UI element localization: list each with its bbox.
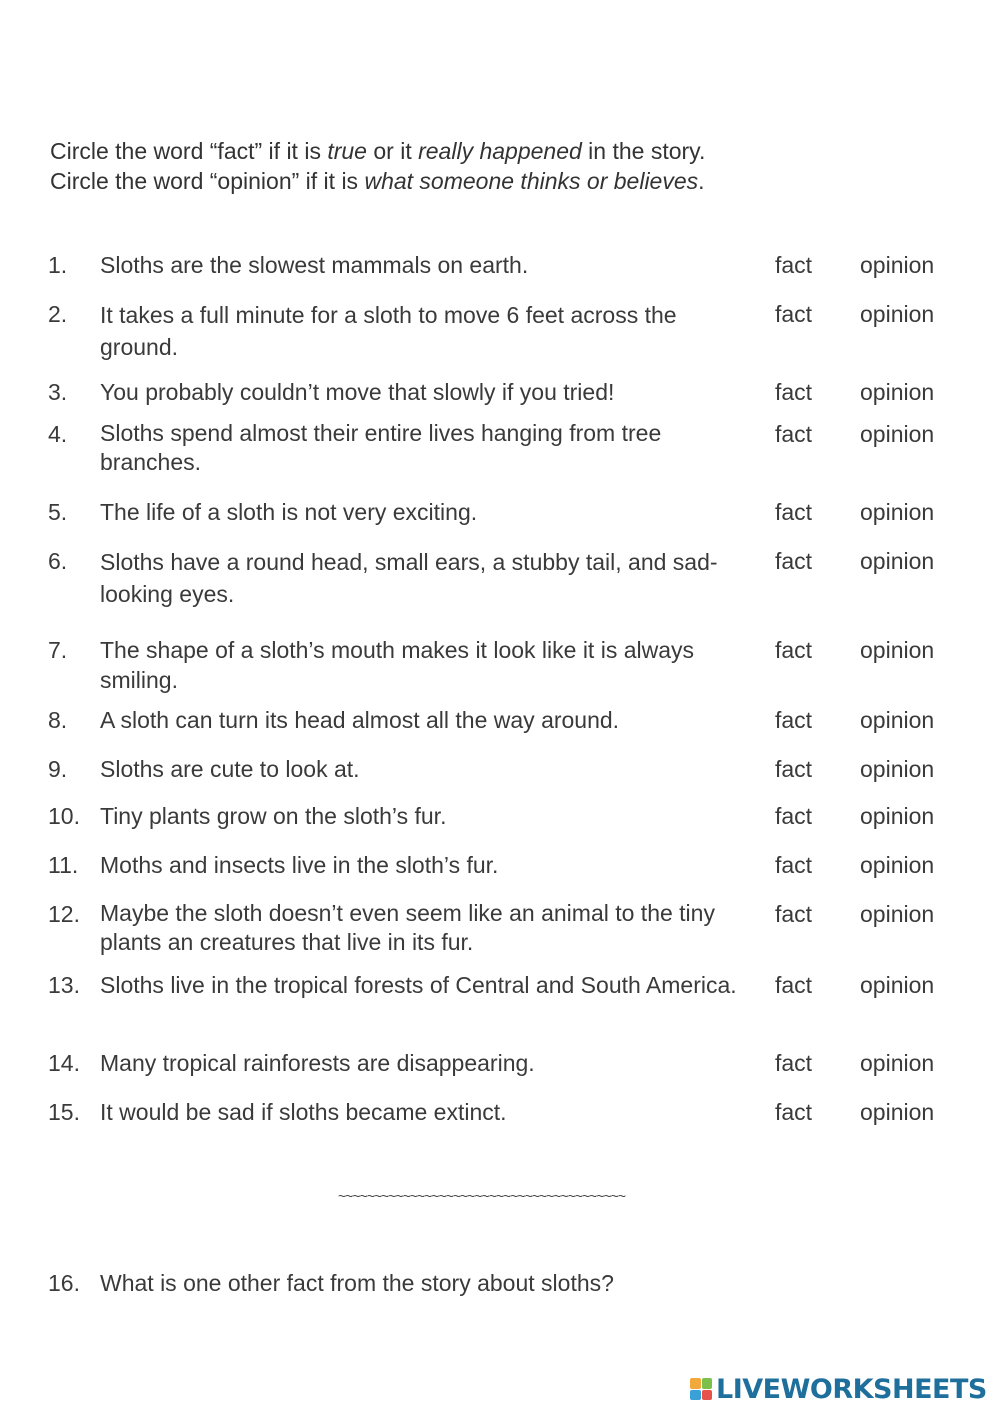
question-number: 12. bbox=[48, 901, 80, 927]
question-number: 8. bbox=[48, 707, 68, 733]
opinion-choice[interactable]: opinion bbox=[860, 1050, 935, 1076]
liveworksheets-logo bbox=[690, 1374, 987, 1404]
question-number: 9. bbox=[48, 756, 68, 782]
question-text: It takes a full minute for a sloth to move 6 feet across the ground. bbox=[100, 302, 677, 360]
question-number: 2. bbox=[48, 301, 68, 327]
opinion-choice[interactable]: opinion bbox=[860, 756, 935, 782]
question-text: What is one other fact from the story about sloths? bbox=[100, 1270, 614, 1296]
question-number: 6. bbox=[48, 548, 68, 574]
fact-choice[interactable]: fact bbox=[775, 1099, 813, 1125]
question-text: Sloths spend almost their entire lives hanging from tree branches. bbox=[100, 420, 662, 475]
fact-choice[interactable]: fact bbox=[775, 972, 813, 998]
opinion-choice[interactable]: opinion bbox=[860, 499, 935, 525]
question-number: 16. bbox=[48, 1270, 80, 1296]
fact-choice[interactable]: fact bbox=[775, 803, 813, 829]
fact-choice[interactable]: fact bbox=[775, 1050, 813, 1076]
opinion-choice[interactable]: opinion bbox=[860, 548, 935, 574]
question-text: Sloths live in the tropical forests of Central and South America. bbox=[100, 972, 737, 998]
question-number: 7. bbox=[48, 637, 68, 663]
instruction-line-2: Circle the word “opinion” if it is what someone thinks or believes. bbox=[50, 168, 705, 194]
fact-choice[interactable]: fact bbox=[775, 756, 813, 782]
question-text: The shape of a sloth’s mouth makes it look like it is always smiling. bbox=[100, 637, 695, 693]
fact-choice[interactable]: fact bbox=[775, 901, 813, 927]
fact-choice[interactable]: fact bbox=[775, 421, 813, 447]
opinion-choice[interactable]: opinion bbox=[860, 1099, 935, 1125]
question-text: A sloth can turn its head almost all the way around. bbox=[100, 707, 620, 733]
liveworksheets-logo-icon bbox=[690, 1378, 712, 1400]
brand-name: LIVEWORKSHEETS bbox=[716, 1373, 987, 1405]
question-text: Sloths are the slowest mammals on earth. bbox=[100, 252, 529, 278]
question-text: Many tropical rainforests are disappearing. bbox=[100, 1050, 535, 1076]
opinion-choice[interactable]: opinion bbox=[860, 852, 935, 878]
question-text: Tiny plants grow on the sloth’s fur. bbox=[100, 803, 447, 829]
opinion-choice[interactable]: opinion bbox=[860, 972, 935, 998]
fact-choice[interactable]: fact bbox=[775, 637, 813, 663]
opinion-choice[interactable]: opinion bbox=[860, 252, 935, 278]
question-text: The life of a sloth is not very exciting. bbox=[100, 499, 478, 525]
question-number: 14. bbox=[48, 1050, 80, 1076]
opinion-choice[interactable]: opinion bbox=[860, 901, 935, 927]
fact-choice[interactable]: fact bbox=[775, 707, 813, 733]
opinion-choice[interactable]: opinion bbox=[860, 803, 935, 829]
question-number: 10. bbox=[48, 803, 80, 829]
instructions bbox=[50, 136, 705, 196]
fact-choice[interactable]: fact bbox=[775, 379, 813, 405]
question-number: 4. bbox=[48, 421, 68, 447]
question-number: 5. bbox=[48, 499, 68, 525]
fact-choice[interactable]: fact bbox=[775, 852, 813, 878]
question-number: 15. bbox=[48, 1099, 80, 1125]
opinion-choice[interactable]: opinion bbox=[860, 707, 935, 733]
fact-choice[interactable]: fact bbox=[775, 499, 813, 525]
question-text: You probably couldn’t move that slowly if you tried! bbox=[100, 379, 615, 405]
question-text: It would be sad if sloths became extinct. bbox=[100, 1099, 507, 1125]
instruction-line-1: Circle the word “fact” if it is true or it really happened in the story. bbox=[50, 138, 706, 164]
question-number: 3. bbox=[48, 379, 68, 405]
fact-choice[interactable]: fact bbox=[775, 252, 813, 278]
question-text: Sloths have a round head, small ears, a stubby tail, and sad-looking eyes. bbox=[100, 549, 718, 607]
opinion-choice[interactable]: opinion bbox=[860, 421, 935, 447]
question-number: 1. bbox=[48, 252, 68, 278]
opinion-choice[interactable]: opinion bbox=[860, 379, 935, 405]
question-text: Moths and insects live in the sloth’s fur. bbox=[100, 852, 499, 878]
question-number: 11. bbox=[48, 852, 79, 878]
question-text: Maybe the sloth doesn’t even seem like an animal to the tiny plants an creatures that live in its fur. bbox=[100, 900, 715, 955]
fact-choice[interactable]: fact bbox=[775, 301, 813, 327]
fact-choice[interactable]: fact bbox=[775, 548, 813, 574]
tilde-divider: ~~~~~~~~~~~~~~~~~~~~~~~~~~~~~~~~~~~~~~~~ bbox=[338, 1188, 626, 1204]
question-text: Sloths are cute to look at. bbox=[100, 756, 360, 782]
opinion-choice[interactable]: opinion bbox=[860, 301, 935, 327]
question-number: 13. bbox=[48, 972, 80, 998]
opinion-choice[interactable]: opinion bbox=[860, 637, 935, 663]
